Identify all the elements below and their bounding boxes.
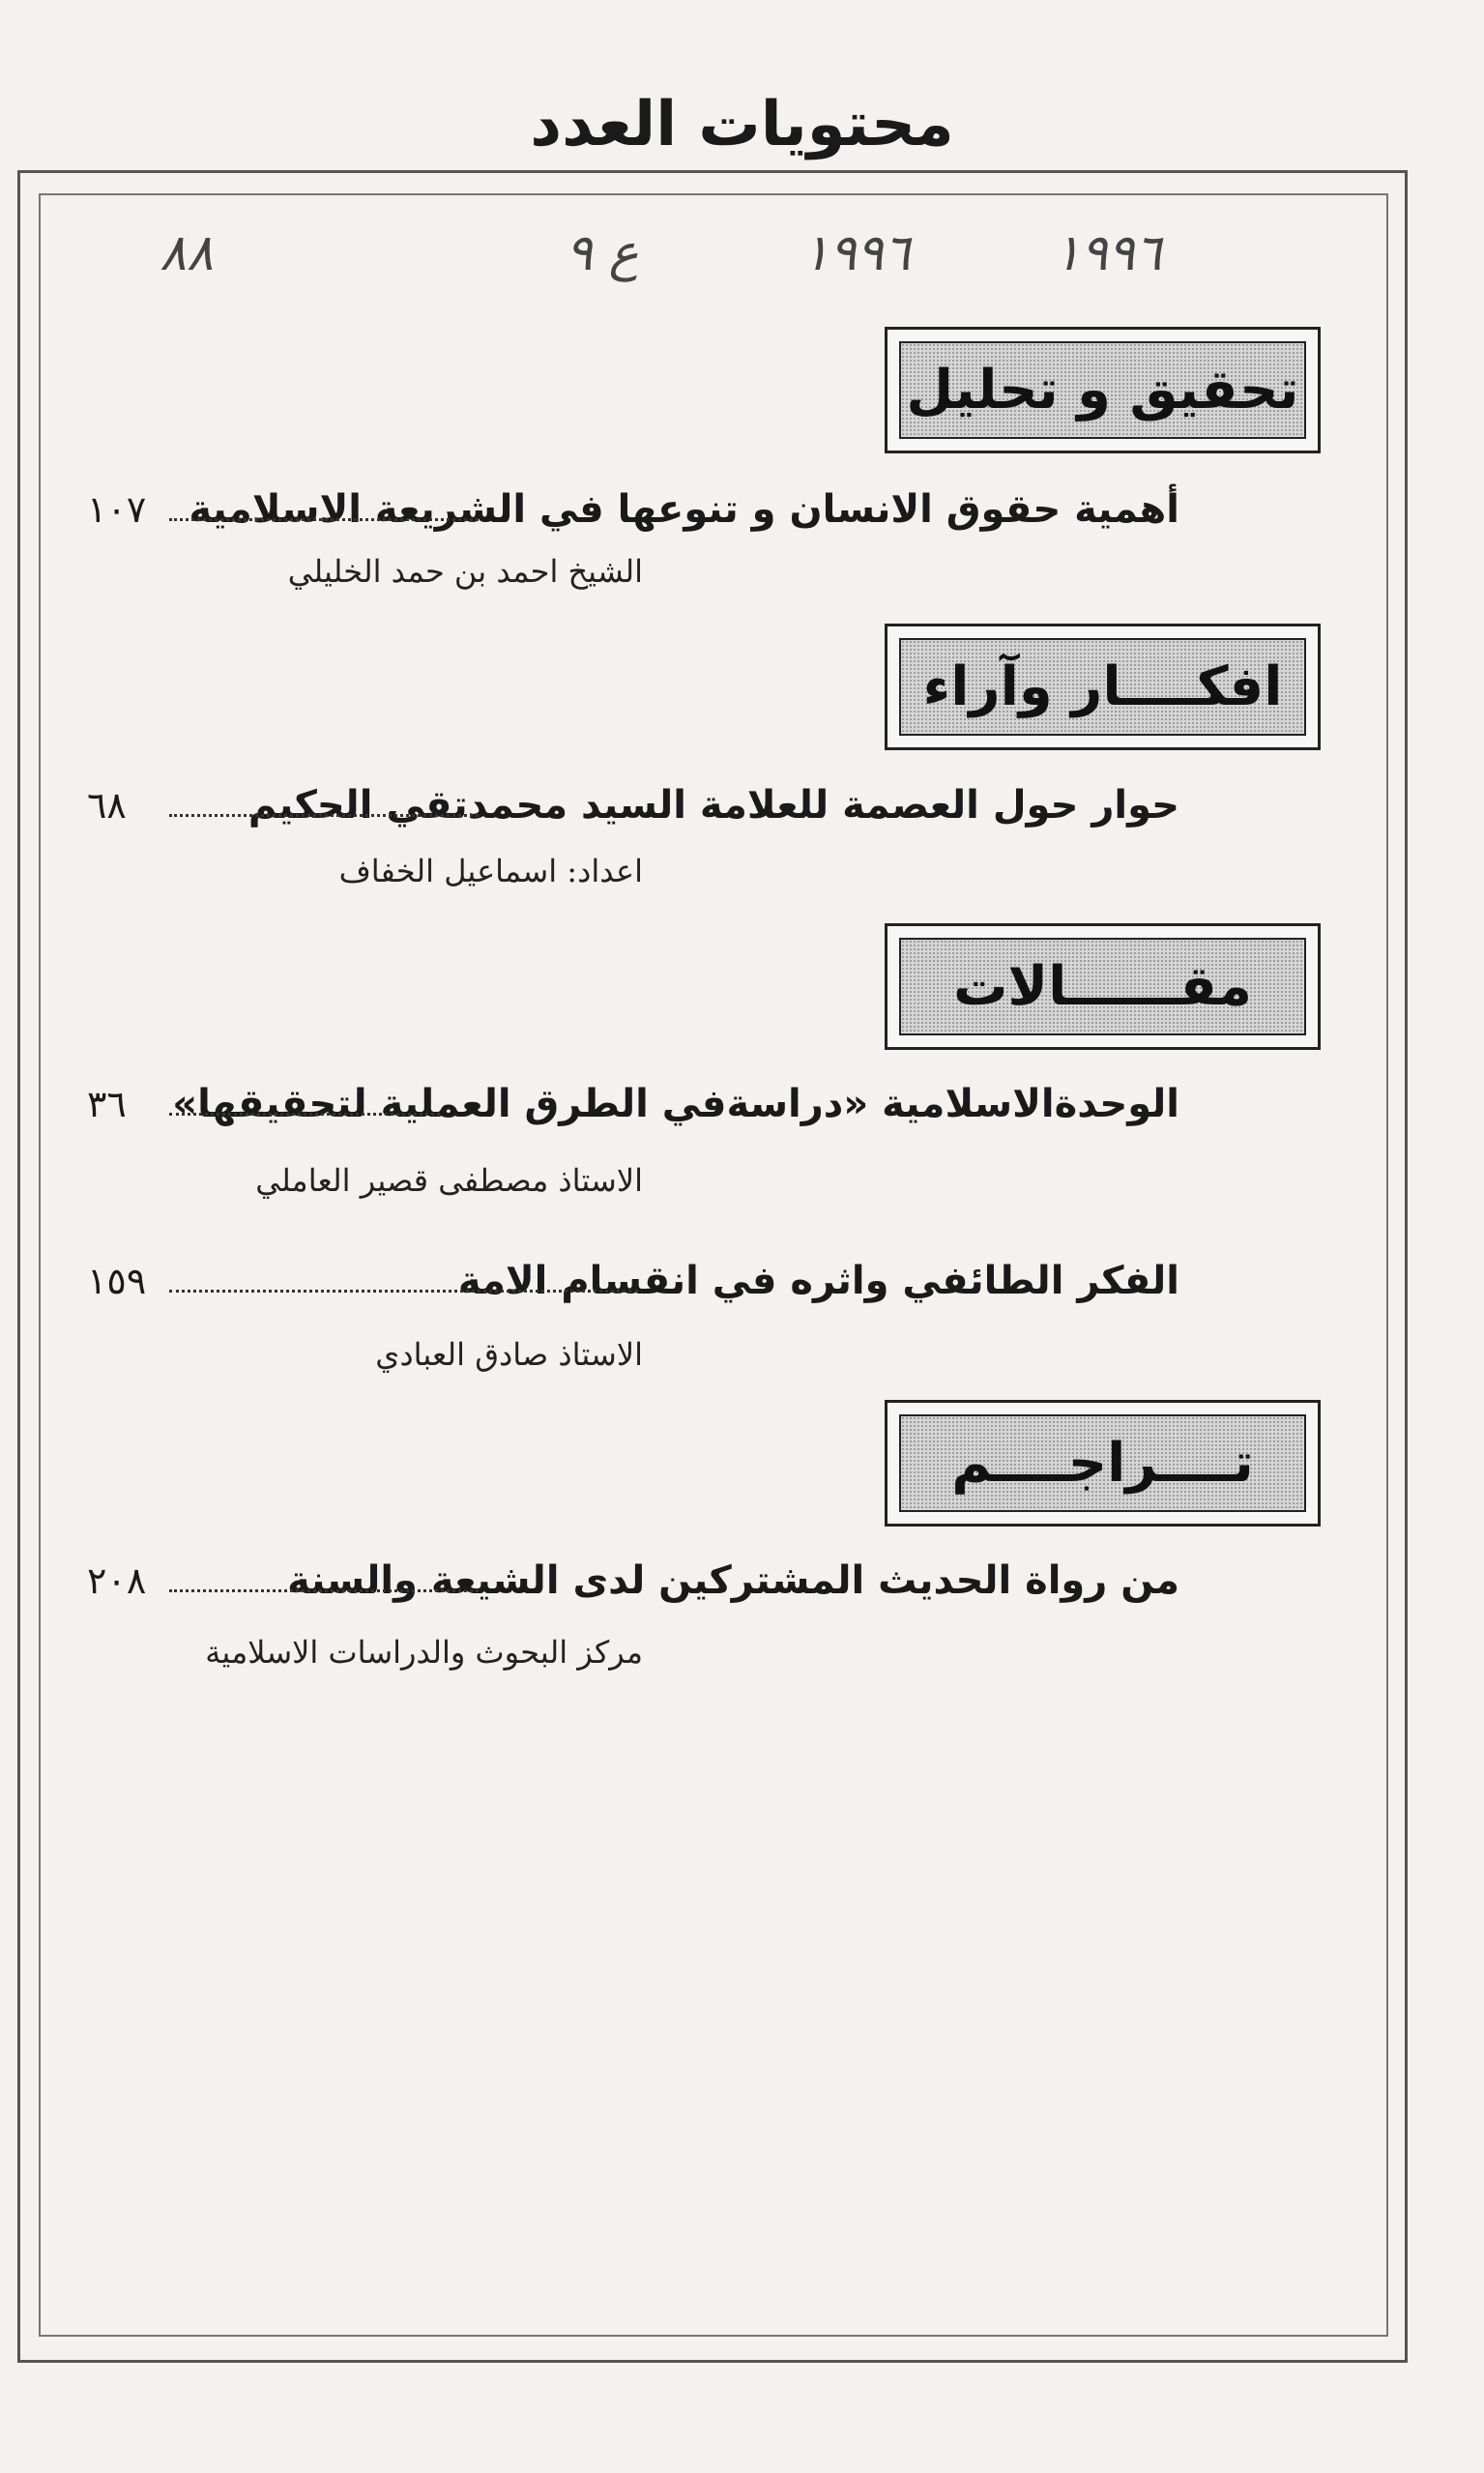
toc-entry[interactable]	[87, 771, 1179, 839]
dot-leader	[169, 1589, 479, 1592]
toc-entry[interactable]	[87, 1247, 1179, 1315]
handwritten-issue: ع ٩	[566, 224, 639, 282]
dot-leader	[169, 814, 479, 817]
section-heading-box	[885, 624, 1321, 750]
entry-title: الوحدةالاسلامية «دراسةفي الطرق العملية لتحقيقها»	[172, 1082, 1179, 1126]
dot-leader	[169, 1290, 638, 1293]
dot-leader	[169, 1113, 440, 1116]
entry-author: الاستاذ مصطفى قصير العاملي	[255, 1162, 643, 1199]
toc-entry[interactable]	[87, 1070, 1179, 1138]
entry-author: الشيخ احمد بن حمد الخليلي	[287, 553, 643, 590]
section-heading: تــــراجــــم	[899, 1414, 1306, 1512]
handwritten-year-alt: ١٩٩٦	[802, 224, 911, 282]
section-heading: افكــــار وآراء	[899, 638, 1306, 736]
handwritten-year: ١٩٩٦	[1054, 224, 1162, 282]
section-heading-box	[885, 923, 1321, 1050]
section-heading: مقــــــالات	[899, 938, 1306, 1035]
entry-author: الاستاذ صادق العبادي	[375, 1336, 643, 1373]
entry-title: أهمية حقوق الانسان و تنوعها في الشريعة الاسلامية	[189, 487, 1179, 532]
entry-page-number: ٣٦	[87, 1083, 127, 1125]
page-title: محتويات العدد	[530, 89, 954, 160]
entry-title: الفكر الطائفي واثره في انقسام الامة	[457, 1259, 1179, 1303]
section-heading-box	[885, 1400, 1321, 1527]
toc-entry[interactable]	[87, 476, 1179, 543]
entry-title: من رواة الحديث المشتركين لدى الشيعة والسنة	[287, 1558, 1179, 1603]
dot-leader	[169, 518, 479, 521]
entry-author: اعداد: اسماعيل الخفاف	[338, 853, 643, 889]
entry-page-number: ١٠٧	[87, 488, 147, 531]
entry-page-number: ٦٨	[87, 784, 127, 827]
section-heading: تحقيق و تحليل	[899, 341, 1306, 439]
handwritten-number: ٨٨	[160, 224, 214, 282]
section-heading-box	[885, 327, 1321, 453]
entry-page-number: ٢٠٨	[87, 1559, 147, 1602]
toc-entry[interactable]	[87, 1547, 1179, 1615]
entry-page-number: ١٥٩	[87, 1260, 147, 1302]
entry-author: مركز البحوث والدراسات الاسلامية	[205, 1634, 643, 1671]
entry-title: حوار حول العصمة للعلامة السيد محمدتقي الحكيم	[247, 783, 1179, 828]
